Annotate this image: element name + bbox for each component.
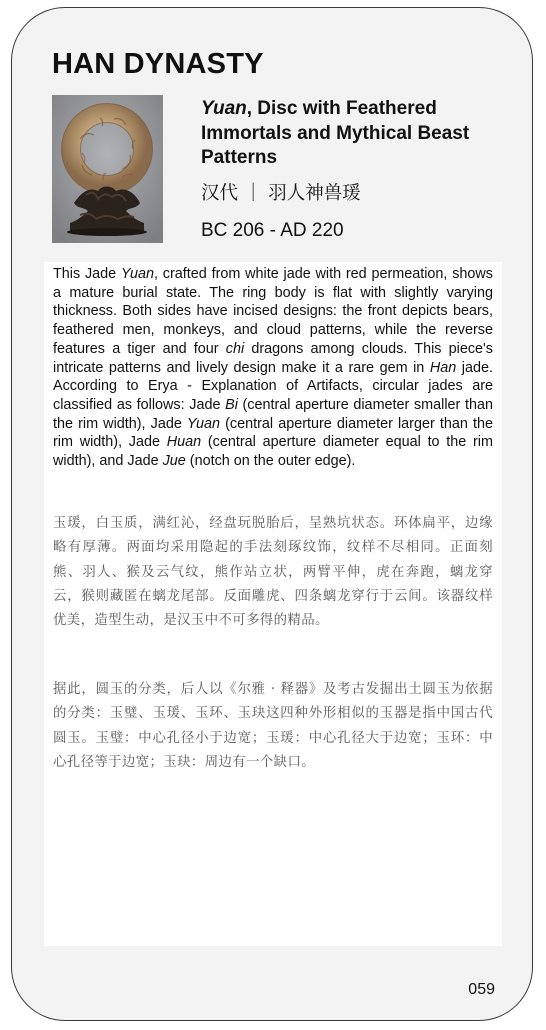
description-chinese-paragraph-2: 据此，圆玉的分类，后人以《尔雅 · 释器》及考古发掘出土圆玉为依据的分类：玉璧、玉瑗、玉环、玉玦这四种外形相似的玉器是指中国古代圆玉。玉璧：中心孔径小于边宽；玉瑗：中心孔径大于边宽；玉环：中心孔径等于边宽；玉玦：周边有一个缺口。 xyxy=(53,682,493,770)
artifact-chinese-title: 汉代 ｜ 羽人神兽瑗 xyxy=(201,183,361,204)
text-run-italic: Huan xyxy=(166,434,202,451)
text-run: (central aperture diameter larger than the rim width), Jade xyxy=(53,415,493,451)
artifact-title-rest: , Disc with Feathered Immortals and Mythical Beast Patterns xyxy=(201,98,470,168)
text-run-italic: Yuan xyxy=(120,266,155,282)
text-run: This Jade xyxy=(53,266,121,282)
description-panel xyxy=(44,262,502,946)
text-run: , crafted from white jade with red permeation, shows a mature burial state. The ring body is flat with slightly varying thickness. Both sides have incised designs: the front depicts bears, feathered men, monkeys, and cloud patterns, while the reverse features a tiger and four xyxy=(53,266,494,357)
text-run-italic: chi xyxy=(225,340,245,357)
page-title: HAN DYNASTY xyxy=(52,48,264,80)
jade-disc-image xyxy=(52,95,163,243)
artifact-date: BC 206 - AD 220 xyxy=(201,220,344,241)
text-run: (central aperture diameter smaller than the rim width), Jade xyxy=(53,396,493,432)
text-run: (notch on the outer edge). xyxy=(185,453,356,470)
text-run: (central aperture diameter equal to the rim width), and Jade xyxy=(53,434,493,470)
description-english xyxy=(53,265,493,471)
artifact-photo xyxy=(52,95,163,243)
text-run: jade. According to Erya - Explanation of Artifacts, circular jades are classified as follows: Jade xyxy=(53,359,493,413)
text-run-italic: Yuan xyxy=(186,415,221,432)
artifact-title-italic: Yuan xyxy=(201,98,247,119)
text-run-italic: Bi xyxy=(225,396,238,413)
page-number: 059 xyxy=(468,981,495,998)
text-run-italic: Han xyxy=(429,359,457,376)
text-run: dragons among clouds. This piece's intricate patterns and lively design make it a rare gem in xyxy=(53,340,493,376)
artifact-title xyxy=(201,97,501,171)
text-run-italic: Jue xyxy=(162,453,186,470)
description-chinese-paragraph-1: 玉瑗，白玉质，满红沁，经盘玩脱胎后，呈熟坑状态。环体扁平，边缘略有厚薄。两面均采用隐起的手法刻琢纹饰，纹样不尽相同。正面刻熊、羽人、猴及云气纹，熊作站立状，两臂平伸，虎在奔跑，螭龙穿云，猴则藏匿在螭龙尾部。反面雕虎、四条螭龙穿行于云间。该器纹样优美，造型生动，是汉玉中不可多得的精品。 xyxy=(53,516,493,629)
